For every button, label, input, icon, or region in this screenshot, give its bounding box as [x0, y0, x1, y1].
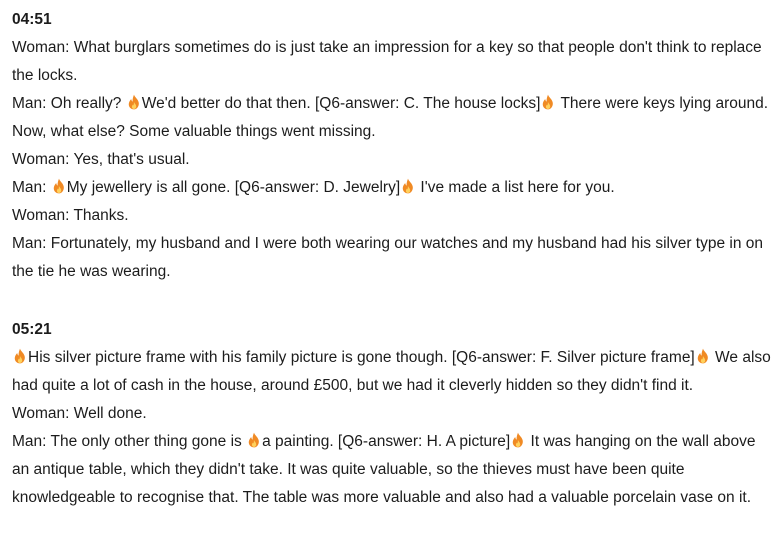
- fire-icon: [128, 94, 140, 110]
- dialogue-line: [12, 174, 772, 202]
- dialogue-text: Woman: Yes, that's usual.: [12, 151, 190, 168]
- dialogue-text: It was hanging on the wall above an antique table, which they didn't take. It was quite valuable, so the thieves must have been quite knowledgeable to recognise that. The table was more valuable and also had a valuable porcelain vase on it.: [12, 433, 756, 506]
- dialogue-text: Man: The only other thing gone is: [12, 433, 247, 450]
- dialogue-text: Man: Fortunately, my husband and I were both wearing our watches and my husband had his silver type in on the tie he was wearing.: [12, 235, 764, 280]
- dialogue-line: [12, 202, 772, 230]
- fire-icon: [53, 178, 65, 194]
- dialogue-text: His silver picture frame with his family picture is gone though. [Q6-answer: F. Silver picture frame]: [28, 349, 695, 366]
- dialogue-line: [12, 344, 772, 400]
- fire-icon: [14, 348, 26, 364]
- dialogue-text: My jewellery is all gone. [Q6-answer: D. Jewelry]: [66, 179, 401, 196]
- fire-icon: [402, 178, 414, 194]
- dialogue-line: [12, 428, 772, 512]
- dialogue-line: [12, 34, 772, 90]
- dialogue-text: Woman: What burglars sometimes do is just take an impression for a key so that people don't think to replace the locks.: [12, 39, 762, 84]
- fire-icon: [248, 432, 260, 448]
- fire-icon: [512, 432, 524, 448]
- dialogue-text: We'd better do that then. [Q6-answer: C. The house locks]: [141, 95, 541, 112]
- dialogue-line: [12, 400, 772, 428]
- fire-icon: [542, 94, 554, 110]
- segment-spacer: [12, 292, 772, 314]
- dialogue-line: [12, 230, 772, 286]
- dialogue-text: a painting. [Q6-answer: H. A picture]: [262, 433, 511, 450]
- dialogue-text: There were keys lying around. Now, what else? Some valuable things went missing.: [12, 95, 769, 140]
- dialogue-text: We also had quite a lot of cash in the house, around £500, but we had it cleverly hidden so they didn't find it.: [12, 349, 771, 394]
- transcript-segment: [12, 6, 772, 286]
- timestamp: 04:51: [12, 11, 52, 28]
- dialogue-line: [12, 90, 772, 146]
- dialogue-line: [12, 146, 772, 174]
- fire-icon: [697, 348, 709, 364]
- timestamp: 05:21: [12, 321, 52, 338]
- dialogue-text: Man: Oh really?: [12, 95, 126, 112]
- dialogue-text: Woman: Thanks.: [12, 207, 129, 224]
- dialogue-text: Woman: Well done.: [12, 405, 147, 422]
- dialogue-text: I've made a list here for you.: [416, 179, 615, 196]
- transcript-segment: [12, 316, 772, 512]
- dialogue-text: Man:: [12, 179, 51, 196]
